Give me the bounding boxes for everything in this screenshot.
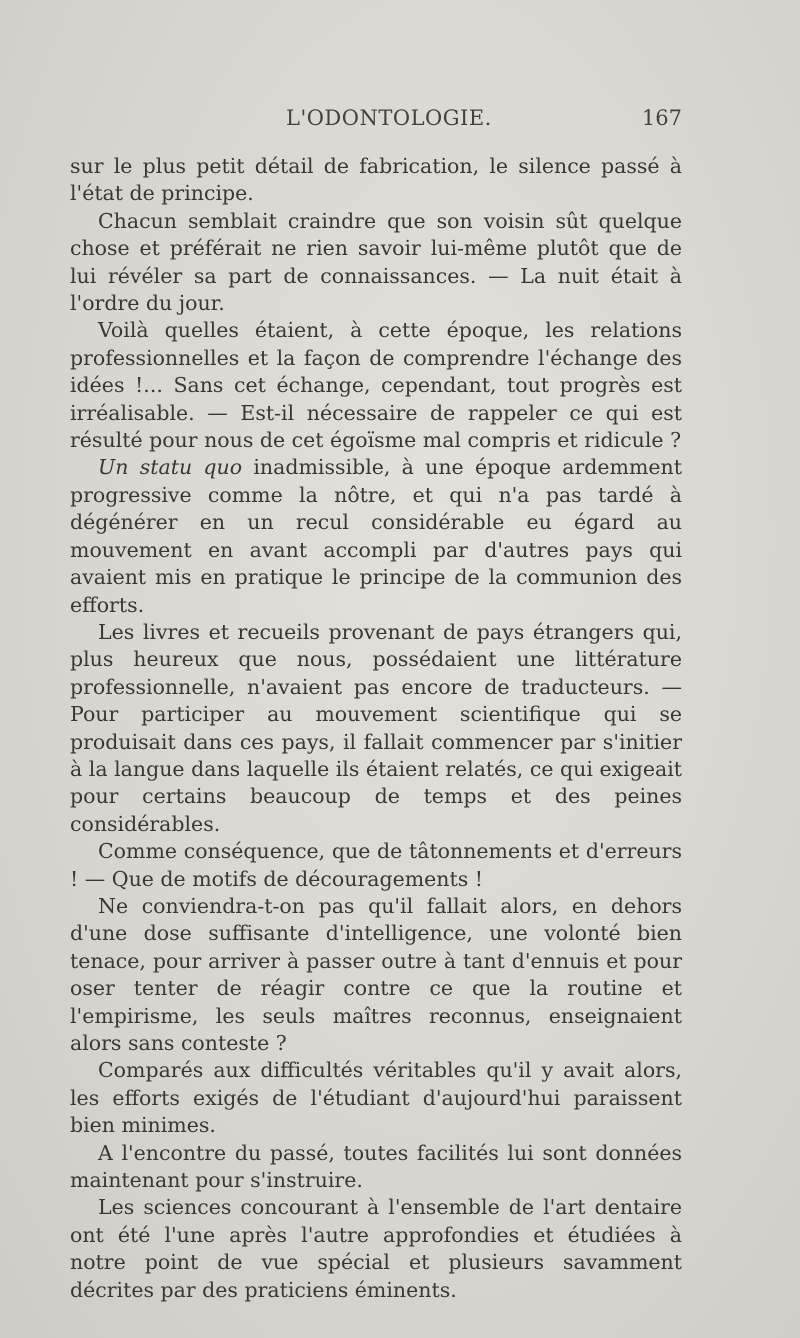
- paragraph-7: Ne conviendra-t-on pas qu'il fallait alors, en dehors d'une dose suffisante d'intelligence, une volonté bien tenace, pour arriver à passer outre à tant d'ennuis et pour oser tenter de réagir contre ce que la routine et l'empirisme, les seuls maîtres reconnus, enseignaient alors sans conteste ?: [70, 893, 682, 1055]
- paragraph-5: Les livres et recueils provenant de pays étrangers qui, plus heureux que nous, possédaient une littérature professionnelle, n'avaient pas encore de traducteurs. — Pour participer au mouvement scientifique qui se produisait dans ces pays, il fallait commencer par s'initier à la langue dans laquelle ils étaient relatés, ce qui exigeait pour certains beaucoup de temps et des peines considérables.: [70, 619, 682, 836]
- running-head: [72, 106, 682, 136]
- statu-quo-italic: Un statu quo: [98, 455, 243, 480]
- page-number: 167: [641, 106, 682, 130]
- paragraph-2: Chacun semblait craindre que son voisin sût quelque chose et préférait ne rien savoir lui-même plutôt que de lui révéler sa part de connaissances. — La nuit était à l'ordre du jour.: [70, 208, 682, 316]
- paragraph-10: Les sciences concourant à l'ensemble de l'art dentaire ont été l'une après l'autre approfondies et étudiées à notre point de vue spécial et plusieurs savamment décrites par des praticiens éminents.: [70, 1195, 682, 1302]
- paragraph-1: sur le plus petit détail de fabrication, le silence passé à l'état de principe.: [70, 154, 682, 206]
- running-title: L'ODONTOLOGIE.: [286, 106, 492, 130]
- paragraph-3: Voilà quelles étaient, à cette époque, les relations professionnelles et la façon de comprendre l'échange des idées !... Sans cet échange, cependant, tout progrès est irréalisable. — Est-il nécessaire de rappeler ce qui est résulté pour nous de cet égoïsme mal compris et ridicule ?: [70, 318, 682, 453]
- paragraph-6: Comme conséquence, que de tâtonnements et d'erreurs ! — Que de motifs de découragements !: [70, 839, 682, 891]
- paragraph-4: [70, 454, 682, 618]
- paragraph-8: Comparés aux difficultés véritables qu'il y avait alors, les efforts exigés de l'étudiant d'aujourd'hui paraissent bien minimes.: [70, 1058, 682, 1138]
- text-body: [70, 153, 682, 1304]
- paragraph-9: A l'encontre du passé, toutes facilités lui sont données maintenant pour s'instruire.: [70, 1140, 682, 1193]
- paragraph-4-rest: inadmissible, à une époque ardemment progressive comme la nôtre, et qui n'a pas tardé à dégénérer en un recul considérable eu égard au mouvement en avant accompli par d'autres pays qui avaient mis en pratique le principe de la communion des efforts.: [70, 455, 682, 617]
